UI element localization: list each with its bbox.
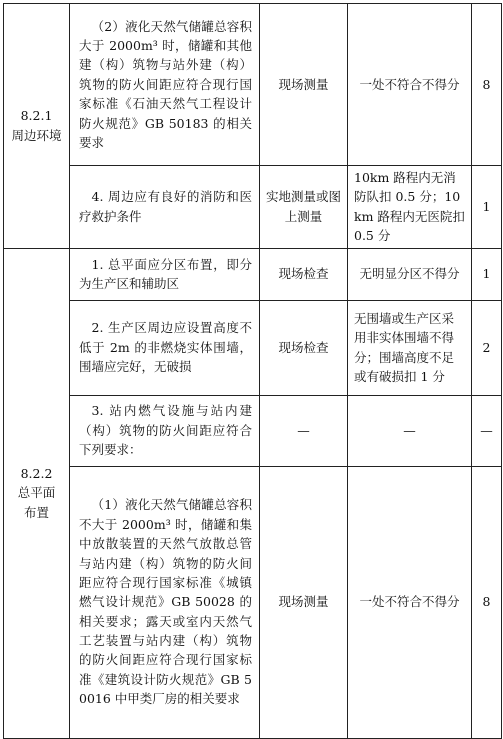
method-cell: 实地测量或图上测量 <box>260 166 348 249</box>
table-row <box>4 395 502 466</box>
score-cell: 1 <box>472 166 502 249</box>
table-row <box>4 4 502 166</box>
method-cell: 现场检查 <box>260 248 348 300</box>
section-code: 8.2.1 <box>20 108 53 124</box>
method-cell: 现场测量 <box>260 4 348 166</box>
section-name: 总平面 <box>17 485 56 501</box>
section-cell <box>4 248 70 738</box>
requirement-cell: （1）液化天然气储罐总容积不大于 2000m³ 时，储罐和集中放散装置的天然气放散总管与站内建（构）筑物的防火间距应符合现行国家标准《城镇燃气设计规范》GB 50028 的相关要求；露天或室内天然气工艺装置与站内建（构）筑物的防火间距应符合现行国家标准《建筑设计防火规范》GB 50016 中甲类厂房的相关要求 <box>70 466 260 738</box>
requirement-cell: （2）液化天然气储罐总容积大于 2000m³ 时，储罐和其他建（构）筑物与站外建（构）筑物的防火间距应符合现行国家标准《石油天然气工程设计防火规范》GB 50183 的相关要求 <box>70 4 260 166</box>
rule-cell: 无明显分区不得分 <box>348 248 472 300</box>
rule-cell: 10km 路程内无消防队扣 0.5 分；10km 路程内无医院扣 0.5 分 <box>348 166 472 249</box>
method-cell: 现场测量 <box>260 466 348 738</box>
rule-cell: 无围墙或生产区采用非实体围墙不得分；围墙高度不足或有破损扣 1 分 <box>348 300 472 395</box>
table-row <box>4 466 502 738</box>
score-cell: 8 <box>472 466 502 738</box>
rule-cell: — <box>348 395 472 466</box>
score-cell: — <box>472 395 502 466</box>
section-cell <box>4 4 70 249</box>
scoring-table <box>3 3 502 739</box>
score-cell: 2 <box>472 300 502 395</box>
score-cell: 8 <box>472 4 502 166</box>
rule-cell: 一处不符合不得分 <box>348 4 472 166</box>
section-name: 周边环境 <box>11 127 62 143</box>
score-cell: 1 <box>472 248 502 300</box>
table-row <box>4 248 502 300</box>
table-row <box>4 166 502 249</box>
table-row <box>4 300 502 395</box>
requirement-cell: 2. 生产区周边应设置高度不低于 2m 的非燃烧实体围墙，围墙应完好，无破损 <box>70 300 260 395</box>
method-cell: — <box>260 395 348 466</box>
requirement-cell: 3. 站内燃气设施与站内建（构）筑物的防火间距应符合下列要求： <box>70 395 260 466</box>
section-code: 8.2.2 <box>20 465 53 481</box>
method-cell: 现场检查 <box>260 300 348 395</box>
requirement-cell: 4. 周边应有良好的消防和医疗救护条件 <box>70 166 260 249</box>
requirement-cell: 1. 总平面应分区布置，即分为生产区和辅助区 <box>70 248 260 300</box>
section-name-line2: 布置 <box>23 504 49 520</box>
rule-cell: 一处不符合不得分 <box>348 466 472 738</box>
